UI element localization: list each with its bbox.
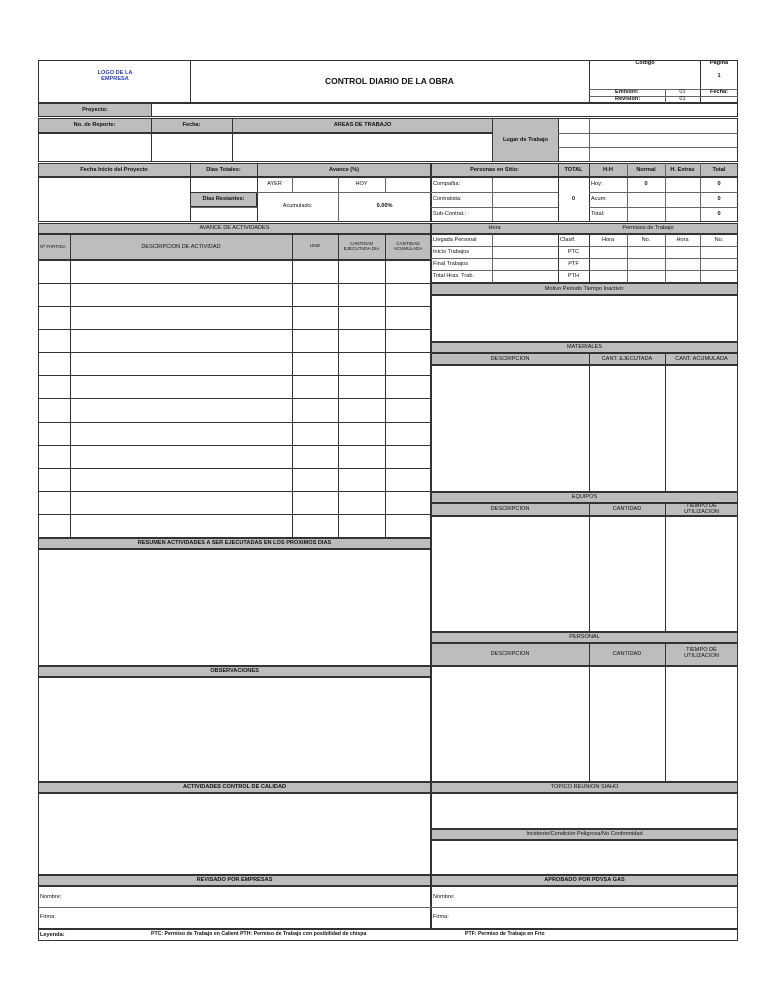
report-number-label: No. de Reporte: (73, 122, 116, 128)
revision-label: Revision: (615, 96, 641, 102)
activities-table[interactable] (38, 260, 431, 538)
yesterday-label: AYER (267, 181, 282, 187)
contractor-row-label: Contratista: (433, 196, 462, 202)
work-start-label: Inicio Trabajos (433, 249, 470, 255)
remaining-days-label: Dias Restantes: (202, 196, 245, 202)
work-end-label: Final Trabajos (433, 261, 469, 267)
col-description: DESCRIPCION DE ACTIVIDAD (141, 244, 221, 250)
equipment-table[interactable] (431, 516, 738, 632)
form-title: CONTROL DIARIO DE LA OBRA (325, 76, 454, 86)
total-days-label: Dias Totales: (206, 167, 241, 173)
legend-label: Leyenda: (40, 932, 65, 938)
date-label: Fecha: (709, 89, 729, 95)
materials-qty-exec-header: CANT. EJECUTADA (601, 356, 653, 362)
pth-label: PTH (567, 273, 580, 279)
personnel-qty-header: CANTIDAD (612, 651, 642, 657)
emission-value: 01 (679, 89, 686, 95)
permit-no-2: No. (714, 237, 724, 243)
reviewed-by-title: REVISADO POR EMPRESAS (196, 877, 273, 883)
revision-value: 01 (679, 96, 686, 102)
permit-hour-1: Hora (601, 237, 615, 243)
arrival-label: Llegada Personal (433, 237, 477, 243)
normal-header: Normal (636, 167, 656, 173)
reviewer-name-label: Nombre: (40, 894, 62, 900)
activities-section-title: AVANCE DE ACTIVIDADES (199, 225, 270, 231)
summary-section-title: RESUMEN ACTIVIDADES A SER EJECUTADAS EN LOS PROXIMOS DIAS (137, 540, 332, 546)
extra-hours-header: H. Extras (670, 167, 695, 173)
approver-signature-label: Firma: (433, 914, 449, 920)
subcontractor-row-label: Sub-Contrat.: (433, 211, 467, 217)
col-partida: Nº PARTIDA (40, 244, 66, 249)
legend-ptf: PTF: Permiso de Trabajo en Frio (465, 931, 545, 937)
progress-label: Avance (%) (329, 167, 359, 173)
project-field[interactable] (151, 103, 738, 117)
hh-accum-total: 0 (717, 196, 721, 202)
inactive-time-field[interactable] (431, 295, 738, 342)
legend-bar (38, 929, 738, 941)
code-label: Codigo (635, 60, 655, 66)
quality-section-title: ACTIVIDADES CONTROL DE CALIDAD (182, 784, 287, 790)
col-qty-day: CANTIDAD EJECUTADA DIA (343, 241, 380, 252)
reviewer-signature-label: Firma: (40, 914, 56, 920)
people-onsite-label: Personas en Sitio: (470, 167, 519, 173)
company-row-label: Compañia: (433, 181, 461, 187)
personnel-time-header: TIEMPO DE UTILIZACION (684, 647, 719, 660)
approved-by-title: APROBADO POR PDVSA GAS (544, 877, 625, 883)
hh-today-normal: 0 (644, 181, 648, 187)
today-label: HOY (355, 181, 368, 187)
materials-table[interactable] (431, 365, 738, 492)
hh-today-total: 0 (717, 181, 721, 187)
ptc-label: PTC (567, 249, 580, 255)
personnel-table[interactable] (431, 666, 738, 782)
company-logo-placeholder: LOGO DE LA EMPRESA (97, 70, 133, 83)
project-start-label: Fecha Inicio del Proyecto (80, 167, 148, 173)
observations-field[interactable] (38, 677, 431, 782)
equipment-qty-header: CANTIDAD (612, 506, 642, 512)
equipment-time-header: TIEMPO DE UTILIZACION (684, 503, 719, 516)
permit-no-1: No. (641, 237, 651, 243)
hour-section-title: Hora (488, 225, 501, 231)
siaho-meeting-title: TOPICO REUNION SIAHO (550, 784, 619, 790)
quality-field[interactable] (38, 793, 431, 875)
hh-grand-total: 0 (717, 211, 721, 217)
permits-section-title: Permisos de Trabajo (622, 225, 674, 231)
hh-header: H-H (603, 167, 613, 173)
accumulated-label: Acumulado: (282, 203, 313, 209)
work-location-grid[interactable] (558, 118, 738, 162)
equipment-section-title: EQUIPOS (571, 494, 598, 500)
legend-ptc-pth: PTC: Permiso de Trabajo en Calient PTH: Permiso de Trabajo con posibilidad de chispa (151, 931, 367, 937)
approver-name-label: Nombre: (433, 894, 455, 900)
work-areas-label: AREAS DE TRABAJO (333, 122, 392, 128)
hh-today-label: Hoy: (591, 181, 603, 187)
total-hours-label: Total Hras. Trab. (433, 273, 475, 279)
siaho-meeting-field[interactable] (431, 793, 738, 829)
emission-label: Emision: (615, 89, 639, 95)
people-total-header: TOTAL (564, 167, 583, 173)
hh-total-header: Total (712, 167, 726, 173)
page-number: 1 (717, 73, 721, 79)
personnel-section-title: PERSONAL (569, 634, 600, 640)
incident-field[interactable] (431, 840, 738, 875)
col-qty-accum: CANTIDAD ACUMULADA (393, 241, 423, 252)
classification-label: Clasif. (560, 237, 576, 243)
summary-field[interactable] (38, 549, 431, 666)
accumulated-value: 0.00% (376, 203, 393, 209)
report-date-label: Fecha: (182, 122, 201, 128)
col-unit: UND (309, 244, 321, 249)
personnel-desc-header: DESCRIPCION (490, 651, 530, 657)
ptf-label: PTF (568, 261, 579, 267)
materials-section-title: MATERIALES (566, 344, 603, 350)
page-label: Página (709, 60, 729, 66)
materials-desc-header: DESCRIPCION (490, 356, 530, 362)
observations-section-title: OBSERVACIONES (210, 668, 259, 674)
project-label: Proyecto: (82, 107, 108, 113)
permit-hour-2: Hora (676, 237, 689, 243)
work-location-label: Lugar de Trabajo (502, 137, 549, 143)
incident-title: Incidente/Condición Peligrosa/No Conformidad (526, 831, 643, 837)
inactive-time-label: Motivo Periodo Tiempo Inactivo: (544, 286, 625, 292)
hh-total-label: Total: (591, 211, 605, 217)
hh-accum-label: Acum: (591, 196, 607, 202)
equipment-desc-header: DESCRIPCION (490, 506, 530, 512)
people-total-value: 0 (571, 196, 576, 202)
materials-qty-accum-header: CANT. ACUMULADA (675, 356, 728, 362)
